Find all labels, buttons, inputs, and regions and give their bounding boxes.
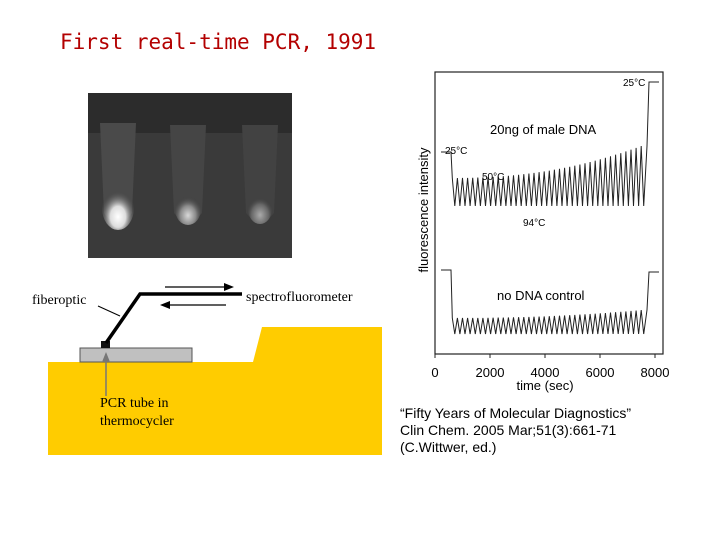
citation-line3: (C.Wittwer, ed.) (400, 439, 497, 455)
tube-label-line2: thermocycler (100, 414, 174, 429)
plot-frame (435, 72, 663, 354)
thermocycler-block (48, 327, 382, 455)
arrow-out-head (224, 283, 234, 291)
fiberoptic-line (106, 294, 242, 343)
citation (400, 405, 631, 456)
tube-label (100, 395, 240, 431)
trace2-label: no DNA control (497, 288, 585, 303)
fiberoptic-pointer (98, 306, 120, 316)
x-tick-6000: 6000 (585, 365, 615, 380)
x-tick-0: 0 (431, 365, 439, 380)
tube-rectangle (80, 348, 192, 362)
fluorescence-plot (405, 60, 680, 395)
annotation-25c-left: 25°C (445, 146, 468, 157)
trace1-label: 20ng of male DNA (490, 122, 597, 137)
citation-line1: “Fifty Years of Molecular Diagnostics” (400, 405, 632, 421)
fiberoptic-label: fiberoptic (32, 293, 87, 308)
x-tick-8000: 8000 (640, 365, 670, 380)
x-tick-2000: 2000 (475, 365, 505, 380)
slide-title: First real-time PCR, 1991 (60, 30, 377, 54)
tube-label-line1: PCR tube in (100, 396, 169, 411)
x-tick-4000: 4000 (530, 365, 560, 380)
y-axis-label: fluorescence intensity (416, 147, 431, 273)
arrow-in-head (160, 301, 170, 309)
annotation-50c: 50°C (482, 172, 505, 183)
annotation-25c-top: 25°C (623, 78, 646, 89)
x-axis-label: time (sec) (516, 378, 574, 393)
citation-line2: Clin Chem. 2005 Mar;51(3):661-71 (400, 422, 617, 438)
annotation-94c: 94°C (523, 218, 546, 229)
spectrofluorometer-label: spectrofluorometer (246, 290, 353, 305)
